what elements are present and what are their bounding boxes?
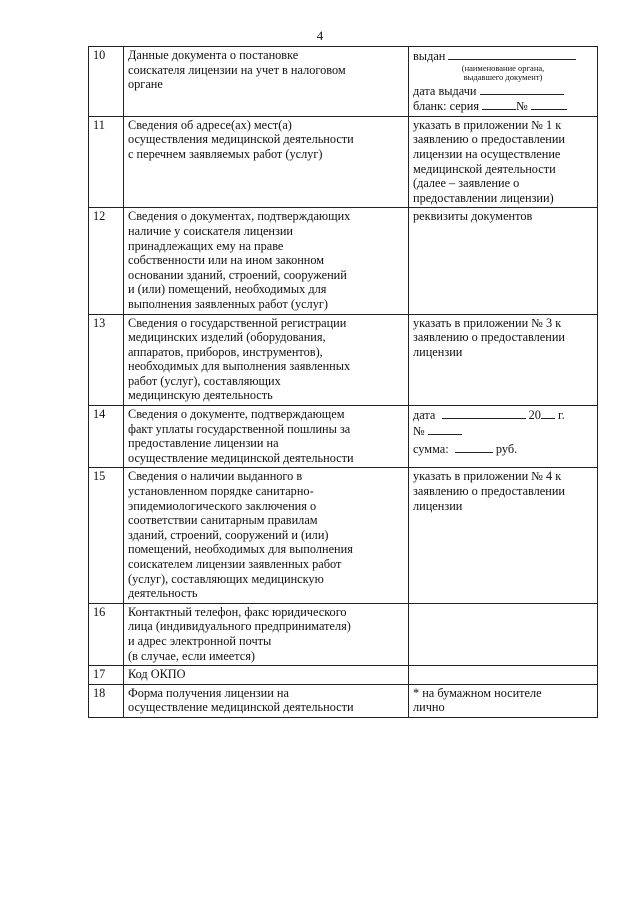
label-line: с перечнем заявляемых работ (услуг) [128,146,323,161]
label-line: предоставление лицензии на [128,436,279,451]
row-value [409,116,598,208]
row-number: 11 [89,116,124,208]
table-row [89,406,598,468]
issued-line [413,48,593,64]
label-line: Код ОКПО [128,667,186,682]
issue-date-line [413,83,593,99]
okpo-value-cell[interactable] [409,666,598,685]
row-number: 13 [89,314,124,406]
row-number: 14 [89,406,124,468]
number-sign: № [516,99,528,114]
value-line: лицензии [413,498,463,513]
value-line: указать в приложении № 3 к [413,315,562,330]
payment-date-line [413,407,593,423]
row-label [124,603,409,665]
row-label [124,684,409,717]
value-line: * на бумажном носителе [413,685,542,700]
label-line: помещений, необходимых для выполнения [128,542,353,557]
issued-label: выдан [413,49,446,63]
table-row [89,116,598,208]
label-line: установленном порядке санитарно- [128,484,314,499]
label-line: принадлежащих ему на праве [128,238,284,253]
row-number: 15 [89,468,124,603]
year-blank[interactable] [541,407,555,419]
form-label: бланк: серия [413,99,480,114]
issued-note-line: (наименование органа, [461,62,545,73]
row-number: 12 [89,208,124,314]
label-line: основании зданий, строений, сооружений [128,267,347,282]
value-line: заявлению о предоставлении [413,330,566,345]
form-line [413,98,593,114]
issued-note-line: выдавшего документ) [463,72,543,83]
row-value [409,208,598,314]
table-row [89,666,598,685]
label-line: лица (индивидуального предпринимателя) [128,619,351,634]
label-line: Сведения о государственной регистрации [128,315,347,330]
table-row [89,47,598,117]
year-label: 20 [528,408,541,423]
label-line: аппаратов, приборов, инструментов), [128,344,323,359]
label-line: осуществление медицинской деятельности [128,700,354,715]
row-number: 10 [89,47,124,117]
row-value [409,314,598,406]
value-line: медицинской деятельности [413,161,556,176]
issue-date-label: дата выдачи [413,83,477,98]
table-row [89,208,598,314]
label-line: собственности или на ином законном [128,253,325,268]
issued-blank[interactable] [448,48,576,60]
row-label [124,666,409,685]
label-line: необходимых для выполнения заявленных [128,359,351,374]
year-suffix: г. [558,408,565,423]
row-number: 16 [89,603,124,665]
label-line: работ (услуг), составляющих [128,373,281,388]
label-line: выполнения заявленных работ (услуг) [128,296,328,311]
number-blank[interactable] [531,98,567,110]
series-blank[interactable] [482,98,516,110]
value-line: лицензии [413,344,463,359]
table-row [89,603,598,665]
value-line: реквизиты документов [413,209,533,224]
row-value [409,468,598,603]
page-number: 4 [316,28,324,43]
table-row [89,468,598,603]
currency-label: руб. [495,442,518,457]
label-line: Контактный телефон, факс юридического [128,604,347,619]
value-line: предоставлении лицензии) [413,190,554,205]
row-value [409,406,598,468]
payment-number-blank[interactable] [428,423,462,435]
label-line: Сведения о документах, подтверждающих [128,209,351,224]
label-line: факт уплаты государственной пошлины за [128,421,351,436]
value-line: указать в приложении № 1 к [413,117,562,132]
payment-number-line [413,423,593,439]
issue-date-blank[interactable] [480,83,564,95]
label-line: Данные документа о постановке [128,48,299,62]
row-label [124,468,409,603]
row-value [409,47,598,117]
value-line: заявлению о предоставлении [413,132,566,147]
row-value [409,684,598,717]
label-line: и (или) помещений, необходимых для [128,282,327,297]
label-line: и адрес электронной почты [128,633,272,648]
label-line: Сведения об адресе(ах) мест(а) [128,117,292,132]
label-line: деятельность [128,586,198,601]
row-label [124,116,409,208]
sum-blank[interactable] [455,441,493,453]
table-row [89,314,598,406]
row-label [124,208,409,314]
label-line: органе [128,77,163,92]
table-row [89,684,598,717]
contact-value-cell[interactable] [409,603,598,665]
label-line: медицинскую деятельность [128,388,273,403]
label-line: осуществление медицинской деятельности [128,450,354,465]
date-label: дата [413,408,436,423]
label-line: соответствии санитарным правилам [128,513,318,528]
label-line: наличие у соискателя лицензии [128,223,294,238]
row-number: 17 [89,666,124,685]
value-line: лицензии на осуществление [413,146,561,161]
label-line: осуществления медицинской деятельности [128,132,354,147]
label-line: Сведения о наличии выданного в [128,469,303,484]
date-blank[interactable] [442,407,526,419]
label-line: (в случае, если имеется) [128,648,255,663]
label-line: Форма получения лицензии на [128,685,289,700]
row-label [124,47,409,117]
number-sign: № [413,423,425,438]
value-line: указать в приложении № 4 к [413,469,562,484]
label-line: Сведения о документе, подтверждающем [128,407,345,422]
license-application-table [88,46,598,718]
label-line: эпидемиологического заключения о [128,498,317,513]
value-line: лично [413,700,445,715]
label-line: (услуг), составляющих медицинскую [128,571,324,586]
row-number: 18 [89,684,124,717]
label-line: соискателем лицензии заявленных работ [128,557,342,571]
payment-sum-line [413,441,593,457]
label-line: медицинских изделий (оборудования, [128,330,326,345]
label-line: зданий, строений, сооружений и (или) [128,527,329,542]
label-line: соискателя лицензии на учет в налоговом [128,62,346,77]
value-line: (далее – заявление о [413,176,520,191]
row-label [124,314,409,406]
row-label [124,406,409,468]
value-line: заявлению о предоставлении [413,484,566,499]
sum-label: сумма: [413,442,449,457]
issued-note [413,64,593,83]
